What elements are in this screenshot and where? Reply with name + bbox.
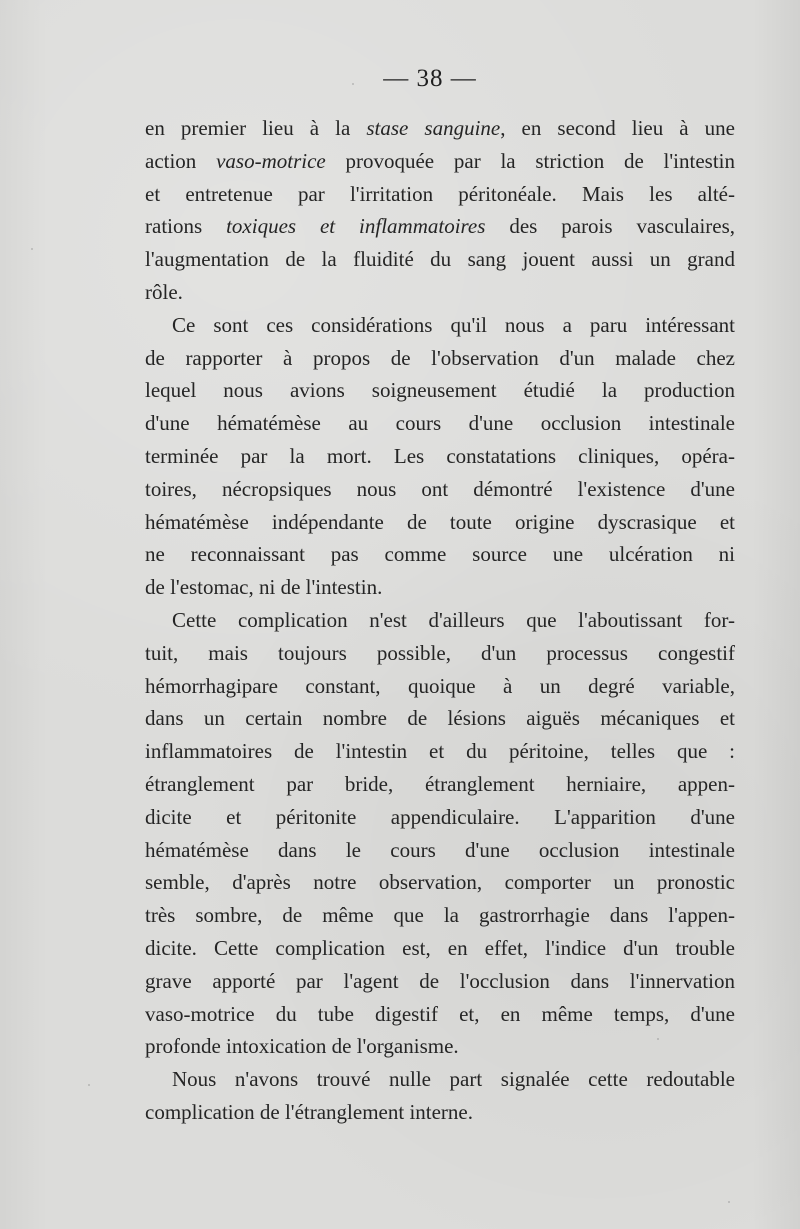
paper-speck	[657, 1038, 659, 1040]
body-text	[145, 112, 735, 1129]
text-run: profonde intoxication de l'organisme.	[145, 1034, 459, 1059]
text-run: Nous n'avons trouvé nulle part signalée cette redoutable	[172, 1067, 735, 1092]
text-line	[145, 145, 735, 178]
text-line	[145, 801, 735, 834]
text-line	[145, 210, 735, 243]
italic-text: stase sanguine	[366, 116, 501, 140]
text-run: Ce sont ces considérations qu'il nous a paru intéressant	[172, 312, 735, 337]
text-line	[145, 932, 735, 965]
text-run: dicite et péritonite appendiculaire. L'apparition d'une	[145, 804, 735, 829]
text-line	[145, 965, 735, 998]
text-run: de l'estomac, ni de l'intestin.	[145, 575, 383, 600]
text-run: étranglement par bride, étranglement herniaire, appen-	[145, 771, 735, 796]
text-line	[145, 998, 735, 1031]
text-line	[145, 735, 735, 768]
text-run: ne reconnaissant pas comme source une ulcération ni	[145, 542, 735, 567]
text-line	[145, 473, 735, 506]
text-run: semble, d'après notre observation, comporter un pronostic	[145, 870, 735, 895]
text-line	[145, 702, 735, 735]
text-line	[145, 670, 735, 703]
text-line	[145, 374, 735, 407]
text-line	[145, 866, 735, 899]
italic-text: toxiques et inflammatoires	[226, 214, 486, 239]
text-run: complication de l'étranglement interne.	[145, 1099, 473, 1124]
text-line	[145, 178, 735, 211]
text-run: l'augmentation de la fluidité du sang jouent aussi un grand	[145, 247, 735, 272]
text-line	[145, 604, 735, 637]
text-line	[145, 506, 735, 539]
text-run: hématémèse indépendante de toute origine dyscrasique et	[145, 509, 735, 534]
text-line	[145, 899, 735, 932]
text-line	[145, 309, 735, 342]
text-run: terminée par la mort. Les constatations cliniques, opéra-	[145, 443, 735, 468]
text-run: , en second lieu à une	[500, 116, 735, 140]
text-line	[145, 1063, 735, 1096]
text-line	[145, 538, 735, 571]
text-run: hématémèse dans le cours d'une occlusion intestinale	[145, 837, 735, 862]
text-line	[145, 1096, 735, 1129]
text-line	[145, 637, 735, 670]
text-run: d'une hématémèse au cours d'une occlusion intestinale	[145, 411, 735, 436]
text-run: dicite. Cette complication est, en effet, l'indice d'un trouble	[145, 935, 735, 960]
text-line	[145, 834, 735, 867]
text-line	[145, 440, 735, 473]
text-run: lequel nous avions soigneusement étudié la production	[145, 378, 735, 403]
text-run: en premier lieu à la	[145, 116, 367, 140]
text-run: hémorrhagipare constant, quoique à un degré variable,	[145, 673, 735, 698]
text-line	[145, 1030, 735, 1063]
text-line	[145, 342, 735, 375]
text-run: des parois vasculaires,	[485, 214, 736, 239]
text-run: rations	[145, 214, 227, 239]
paper-speck	[88, 1084, 90, 1086]
text-line	[145, 571, 735, 604]
text-run: provoquée par la striction de l'intestin	[325, 148, 735, 173]
text-run: Cette complication n'est d'ailleurs que l'aboutissant for-	[172, 607, 735, 632]
text-run: vaso-motrice du tube digestif et, en même temps, d'une	[145, 1001, 735, 1026]
text-run: inflammatoires de l'intestin et du péritoine, telles que :	[145, 739, 735, 764]
page-number: — 38 —	[383, 65, 477, 92]
text-line	[145, 768, 735, 801]
text-run: toires, nécropsiques nous ont démontré l'existence d'une	[145, 476, 735, 501]
text-line	[145, 112, 735, 145]
text-run: dans un certain nombre de lésions aiguës mécaniques et	[145, 706, 735, 731]
text-run: rôle.	[145, 279, 183, 304]
italic-text: vaso-motrice	[216, 148, 326, 173]
paper-speck	[31, 248, 33, 250]
text-line	[145, 243, 735, 276]
text-run: grave apporté par l'agent de l'occlusion dans l'innervation	[145, 968, 735, 993]
text-run: action	[145, 148, 217, 173]
text-run: et entretenue par l'irritation péritonéale. Mais les alté-	[145, 181, 735, 206]
text-run: très sombre, de même que la gastrorrhagie dans l'appen-	[145, 903, 735, 928]
text-run: tuit, mais toujours possible, d'un processus congestif	[145, 640, 735, 665]
text-line	[145, 276, 735, 309]
paper-speck	[728, 1201, 730, 1203]
paper-speck	[352, 83, 354, 85]
text-run: de rapporter à propos de l'observation d'un malade chez	[145, 345, 735, 370]
text-line	[145, 407, 735, 440]
